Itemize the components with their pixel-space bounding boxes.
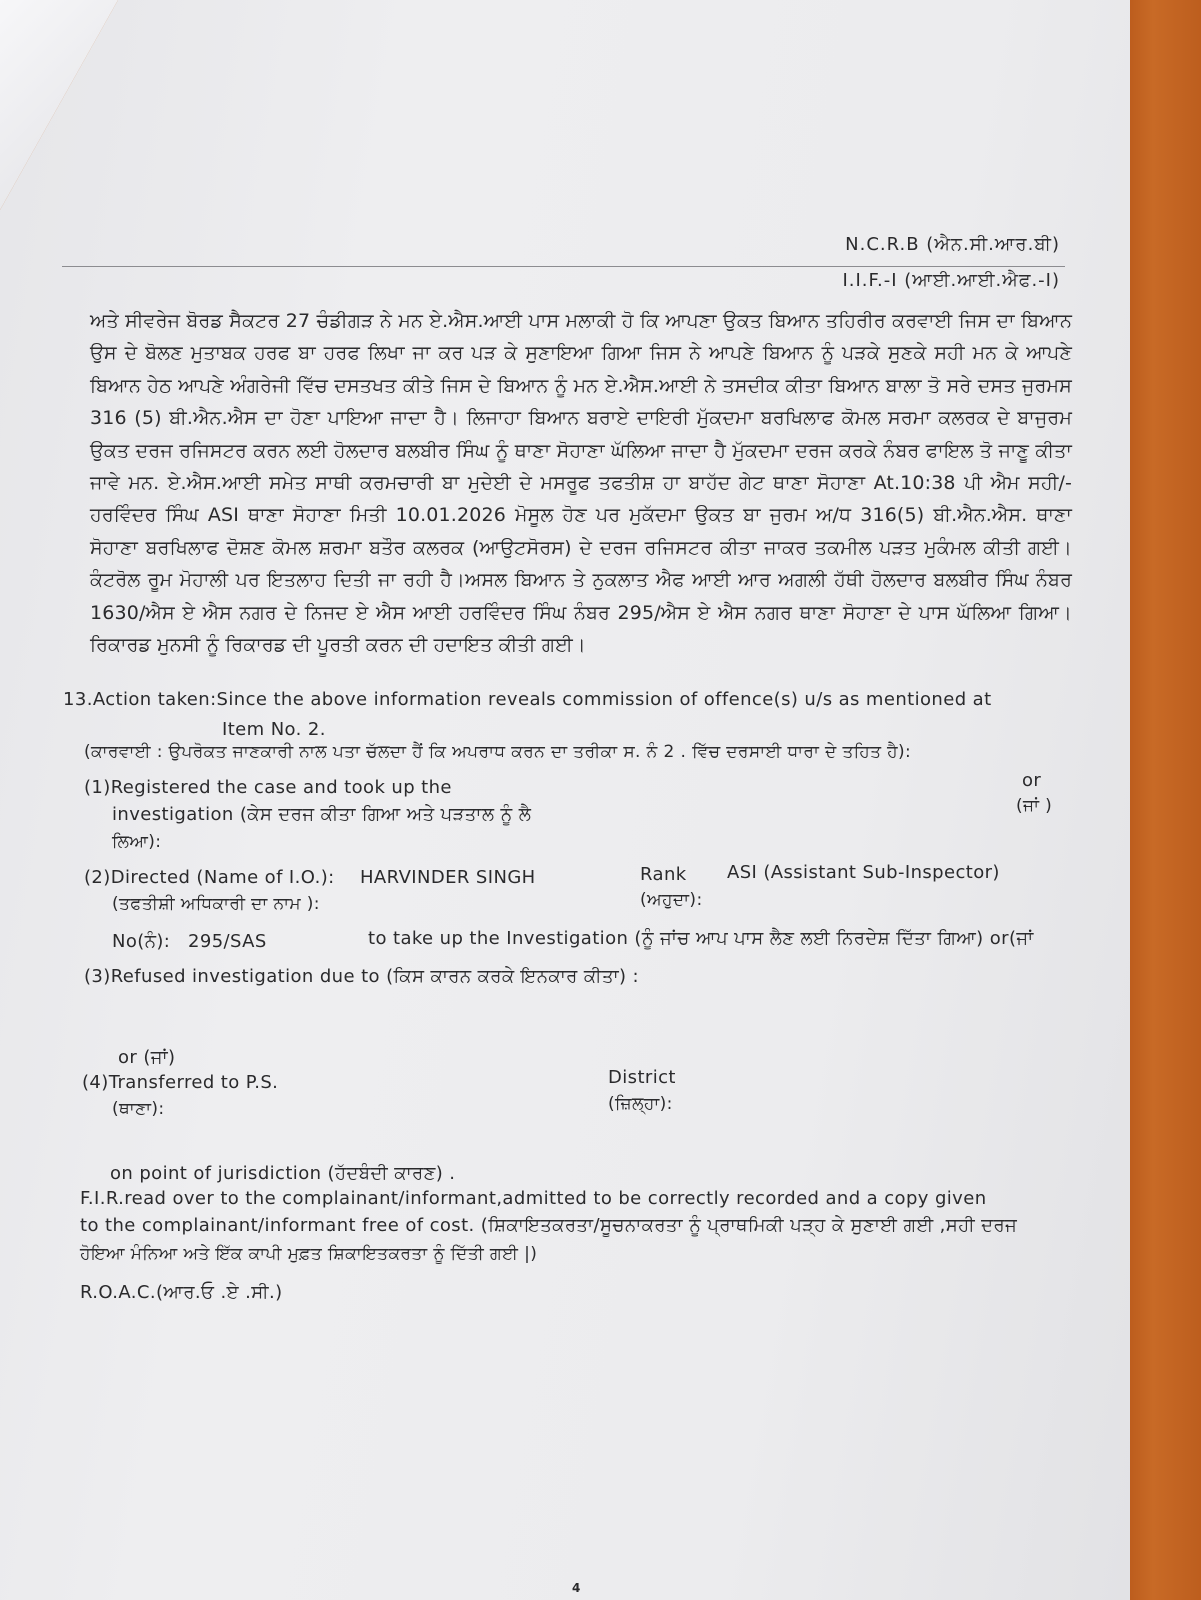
item1-line3: ਲਿਆ): xyxy=(112,832,162,852)
roac-label: R.O.A.C.(ਆਰ.ਓ .ਏ .ਸੀ.) xyxy=(80,1282,283,1303)
district-label-punjabi: (ਜ਼ਿਲ੍ਹਾ): xyxy=(608,1094,673,1114)
rank-label-punjabi: (ਅਹੁਦਾ): xyxy=(640,890,703,910)
statement-paragraph: ਅਤੇ ਸੀਵਰੇਜ ਬੋਰਡ ਸੈਕਟਰ 27 ਚੰਡੀਗੜ ਨੇ ਮਨ ਏ.ਐਸ.ਆਈ ਪਾਸ ਮਲਾਕੀ ਹੋ ਕਿ ਆਪਣਾ ਉਕਤ ਬਿਆਨ ਤਹਿਰੀਰ ਕਰਵਾਈ ਜਿਸ ਦਾ ਬਿਆਨ ਉਸ ਦੇ ਬੋਲਣ ਮੁਤਾਬਕ ਹਰਫ ਬਾ ਹਰਫ ਲਿਖਾ ਜਾ ਕਰ ਪੜ ਕੇ ਸੁਣਾਇਆ ਗਿਆ ਜਿਸ ਨੇ ਆਪਣੇ ਬਿਆਨ ਨੂੰ ਪੜਕੇ ਸੁਣਕੇ ਸਹੀ ਮਨ ਕੇ ਆਪਣੇ ਬਿਆਨ ਹੇਠ ਆਪਣੇ ਅੰਗਰੇਜੀ ਵਿੱਚ ਦਸਤਖਤ ਕੀਤੇ ਜਿਸ ਦੇ ਬਿਆਨ ਨੂੰ ਮਨ ਏ.ਐਸ.ਆਈ ਨੇ ਤਸਦੀਕ ਕੀਤਾ ਬਿਆਨ ਬਾਲਾ ਤੋ ਸਰੇ ਦਸਤ ਜੁਰਮਸ 316 (5) ਬੀ.ਐਨ.ਐਸ ਦਾ ਹੋਣਾ ਪਾਇਆ ਜਾਦਾ ਹੈ। ਲਿਜਾਹਾ ਬਿਆਨ ਬਰਾਏ ਦਾਇਰੀ ਮੁੱਕਦਮਾ ਬਰਖਿਲਾਫ ਕੋਮਲ ਸਰਮਾ ਕਲਰਕ ਦੇ ਬਾਜੁਰਮ ਉਕਤ ਦਰਜ ਰਜਿਸਟਰ ਕਰਨ ਲਈ ਹੋਲਦਾਰ ਬਲਬੀਰ ਸਿੰਘ ਨੂੰ ਥਾਣਾ ਸੋਹਾਣਾ ਘੱਲਿਆ ਜਾਦਾ ਹੈ ਮੁੱਕਦਮਾ ਦਰਜ ਕਰਕੇ ਨੰਬਰ ਫਾਇਲ ਤੋ ਜਾਣੂ ਕੀਤਾ ਜਾਵੇ ਮਨ. ਏ.ਐਸ.ਆਈ ਸਮੇਤ ਸਾਥੀ ਕਰਮਚਾਰੀ ਬਾ ਮੁਦੇਈ ਦੇ ਮਸਰੂਫ ਤਫਤੀਸ਼ ਹਾ ਬਾਹੱਦ ਗੇਟ ਥਾਣਾ ਸੋਹਾਣਾ At.10:38 ਪੀ ਐਮ ਸਹੀ/-ਹਰਵਿੰਦਰ ਸਿੰਘ ASI ਥਾਣਾ ਸੋਹਾਣਾ ਮਿਤੀ 10.01.2026 ਮੋਸੂਲ ਹੋਣ ਪਰ ਮੁਕੱਦਮਾ ਉਕਤ ਬਾ ਜੁਰਮ ਅ/ਧ 316(5) ਬੀ.ਐਨ.ਐਸ. ਥਾਣਾ ਸੋਹਾਣਾ ਬਰਖਿਲਾਫ ਦੋਸ਼ਣ ਕੋਮਲ ਸ਼ਰਮਾ ਬਤੌਰ ਕਲਰਕ (ਆਉਟਸੋਰਸ) ਦੇ ਦਰਜ ਰਜਿਸਟਰ ਕੀਤਾ ਜਾਕਰ ਤਕਮੀਲ ਪੜਤ ਮੁਕੰਮਲ ਕੀਤੀ ਗਈ।ਕੰਟਰੋਲ ਰੂਮ ਮੋਹਾਲੀ ਪਰ ਇਤਲਾਹ ਦਿਤੀ ਜਾ ਰਹੀ ਹੈ।ਅਸਲ ਬਿਆਨ ਤੇ ਨੁਕਲਾਤ ਐਫ ਆਈ ਆਰ ਅਗਲੀ ਹੱਥੀ ਹੋਲਦਾਰ ਬਲਬੀਰ ਸਿੰਘ ਨੰਬਰ 1630/ਐਸ ਏ ਐਸ ਨਗਰ ਦੇ ਨਿਜਦ ਏ ਐਸ ਆਈ ਹਰਵਿੰਦਰ ਸਿੰਘ ਨੰਬਰ 295/ਐਸ ਏ ਐਸ ਨਗਰ ਥਾਣਾ ਸੋਹਾਣਾ ਦੇ ਪਾਸ ਘੱਲਿਆ ਗਿਆ।ਰਿਕਾਰਡ ਮੁਨਸੀ ਨੂੰ ਰਿਕਾਰਡ ਦੀ ਪੂਰਤੀ ਕਰਨ ਦੀ ਹਦਾਇਤ ਕੀਤੀ ਗਈ। xyxy=(90,310,1072,657)
io-number-value: 295/SAS xyxy=(188,931,267,952)
jurisdiction-text: on point of jurisdiction (ਹੱਦਬੰਦੀ ਕਾਰਣ) . xyxy=(110,1163,456,1184)
ncrb-header: N.C.R.B (ਐਨ.ਸੀ.ਆਰ.ਬੀ) xyxy=(845,234,1060,255)
fir-read-line1: F.I.R.read over to the complainant/informant,admitted to be correctly recorded and a copy given xyxy=(80,1188,987,1209)
item4-label-punjabi: (ਥਾਣਾ): xyxy=(112,1099,165,1119)
section13-heading-cont: Item No. 2. xyxy=(222,719,326,740)
page-number: 4 xyxy=(572,1581,581,1595)
section13-heading: 13.Action taken:Since the above information reveals commission of offence(s) u/s as mentioned at xyxy=(63,689,992,710)
or-label-punjabi: (ਜਾਂ ) xyxy=(1016,796,1053,816)
item3-refused: (3)Refused investigation due to (ਕਿਸ ਕਾਰਨ ਕਰਕੇ ਇਨਕਾਰ ਕੀਤਾ) : xyxy=(84,966,640,987)
rank-value: ASI (Assistant Sub-Inspector) xyxy=(727,862,1000,883)
rank-label: Rank xyxy=(640,864,687,885)
section13-heading-punjabi: (ਕਾਰਵਾਈ : ਉਪਰੋਕਤ ਜਾਣਕਾਰੀ ਨਾਲ ਪਤਾ ਚੱਲਦਾ ਹੈਂ ਕਿ ਅਪਰਾਧ ਕਰਨ ਦਾ ਤਰੀਕਾ ਸ. ਨੰ 2 . ਵਿੱਚ ਦਰਸਾਈ ਧਾਰਾ ਦੇ ਤਹਿਤ ਹੈ): xyxy=(84,742,912,762)
io-name-value: HARVINDER SINGH xyxy=(360,867,536,888)
item2-label-punjabi: (ਤਫਤੀਸ਼ੀ ਅਧਿਕਾਰੀ ਦਾ ਨਾਮ ): xyxy=(112,894,320,914)
take-up-investigation-text: to take up the Investigation (ਨੂੰ ਜਾਂਚ ਆਪ ਪਾਸ ਲੈਣ ਲਈ ਨਿਰਦੇਸ਼ ਦਿੱਤਾ ਗਿਆ) or(ਜਾਂ xyxy=(368,928,1034,949)
item1-line2: investigation (ਕੇਸ ਦਰਜ ਕੀਤਾ ਗਿਆ ਅਤੇ ਪੜਤਾਲ ਨੂੰ ਲੈ xyxy=(112,804,532,825)
background-surface xyxy=(1121,0,1201,1600)
or-label: or xyxy=(1022,770,1042,791)
item1-line1: (1)Registered the case and took up the xyxy=(84,777,452,798)
io-number-label: No(ਨੰ): xyxy=(112,931,171,952)
item4-label: (4)Transferred to P.S. xyxy=(82,1072,279,1093)
iif-header: I.I.F.-I (ਆਈ.ਆਈ.ਐਫ.-I) xyxy=(842,270,1060,291)
fir-read-line2: to the complainant/informant free of cost. (ਸ਼ਿਕਾਇਤਕਰਤਾ/ਸੂਚਨਾਕਰਤਾ ਨੂੰ ਪ੍ਰਾਥਮਿਕੀ ਪੜ੍ਹ ਕੇ ਸੁਣਾਈ ਗਈ ,ਸਹੀ ਦਰਜ xyxy=(80,1215,1018,1236)
fir-read-line3: ਹੋਇਆ ਮੰਨਿਆ ਅਤੇ ਇੱਕ ਕਾਪੀ ਮੁਫ਼ਤ ਸ਼ਿਕਾਇਤਕਰਤਾ ਨੂੰ ਦਿੱਤੀ ਗਈ |) xyxy=(80,1244,538,1264)
district-label: District xyxy=(608,1067,676,1088)
item2-label: (2)Directed (Name of I.O.): xyxy=(84,867,335,888)
header-rule xyxy=(62,266,1065,267)
or-item4: or (ਜਾਂ) xyxy=(118,1047,176,1068)
